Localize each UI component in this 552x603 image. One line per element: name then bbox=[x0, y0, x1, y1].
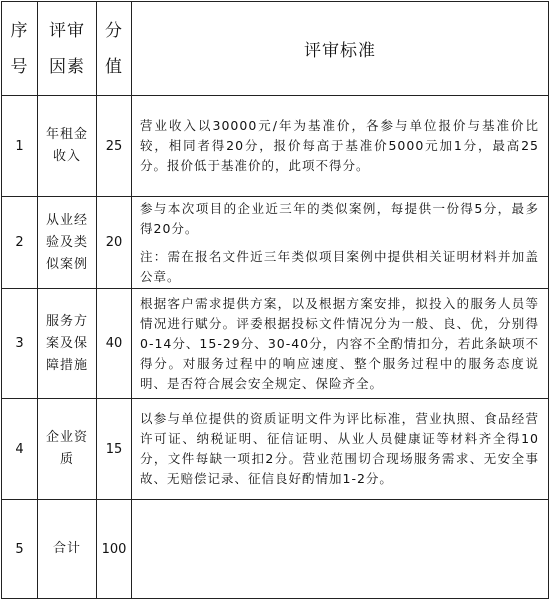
row-num: 3 bbox=[2, 289, 38, 399]
header-item-line: 因素 bbox=[49, 56, 85, 77]
row-criteria bbox=[132, 500, 549, 599]
row-score: 25 bbox=[97, 96, 132, 197]
row-score: 15 bbox=[97, 399, 132, 500]
row-item-line: 质 bbox=[59, 452, 74, 467]
header-item-line: 评审 bbox=[49, 20, 85, 41]
header-score bbox=[97, 2, 132, 96]
row-score: 40 bbox=[97, 289, 132, 399]
criteria-text: 根据客户需求提供方案，以及根据方案安排，拟投入的服务人员等情况进行赋分。评委根据投标文件情况分为一般、良、优，分别得0-14分、15-29分、30-40分，内容不全酌情扣分，若此条缺项不得分。对服务过程中的响应速度、整个服务过程中的服务态度说明、是否符合展会安全规定、保险齐全。 bbox=[140, 295, 539, 391]
row-item-line: 似案例 bbox=[45, 256, 88, 272]
row-criteria bbox=[132, 197, 549, 289]
row-item-line: 障措施 bbox=[45, 357, 88, 373]
row-criteria bbox=[132, 289, 549, 399]
table-row bbox=[2, 289, 549, 399]
scoring-table bbox=[1, 1, 549, 599]
table-row-total bbox=[2, 500, 549, 599]
row-item-line: 年租金 bbox=[45, 127, 88, 142]
row-num: 2 bbox=[2, 197, 38, 289]
header-score-line: 值 bbox=[105, 56, 123, 77]
table-row bbox=[2, 197, 549, 289]
row-num: 4 bbox=[2, 399, 38, 500]
table-row bbox=[2, 399, 549, 500]
row-item bbox=[38, 197, 97, 289]
header-num bbox=[2, 2, 38, 96]
header-score-line: 分 bbox=[105, 20, 123, 41]
row-item-line: 服务方 bbox=[45, 313, 88, 329]
row-item-line: 收入 bbox=[52, 149, 81, 164]
row-item-line: 从业经 bbox=[45, 212, 88, 228]
criteria-text: 营业收入以30000元/年为基准价，各参与单位报价与基准价比较，相同者得20分，报价每高于基准价5000元加1分，最高25分。报价低于基准价的，此项不得分。 bbox=[140, 118, 539, 173]
header-row bbox=[2, 2, 549, 96]
row-item bbox=[38, 289, 97, 399]
header-item bbox=[38, 2, 97, 96]
row-item-line: 案及保 bbox=[45, 335, 88, 351]
header-num-line: 序 bbox=[10, 20, 29, 41]
row-num: 1 bbox=[2, 96, 38, 197]
row-score: 20 bbox=[97, 197, 132, 289]
criteria-text: 参与本次项目的企业近三年的类似案例，每提供一份得5分，最多得20分。 bbox=[140, 200, 539, 236]
row-criteria bbox=[132, 96, 549, 197]
header-criteria: 评审标准 bbox=[132, 2, 549, 96]
header-num-line: 号 bbox=[10, 56, 29, 77]
criteria-text: 以参与单位提供的资质证明文件为评比标准，营业执照、食品经营许可证、纳税证明、征信证明、从业人员健康证等材料齐全得10分，文件每缺一项扣2分。营业范围切合现场服务需求、无安全事故、无赔偿记录、征信良好酌情加1-2分。 bbox=[140, 411, 539, 486]
row-score: 100 bbox=[97, 500, 132, 599]
criteria-note: 注：需在报名文件近三年类似项目案例中提供相关证明材料并加盖公章。 bbox=[140, 248, 539, 284]
row-item-line: 企业资 bbox=[45, 430, 88, 445]
table-row bbox=[2, 96, 549, 197]
row-item bbox=[38, 399, 97, 500]
row-item-line: 验及类 bbox=[45, 234, 88, 250]
row-item bbox=[38, 96, 97, 197]
row-item bbox=[38, 500, 97, 599]
row-item-line: 合计 bbox=[52, 541, 81, 556]
row-criteria bbox=[132, 399, 549, 500]
row-num: 5 bbox=[2, 500, 38, 599]
